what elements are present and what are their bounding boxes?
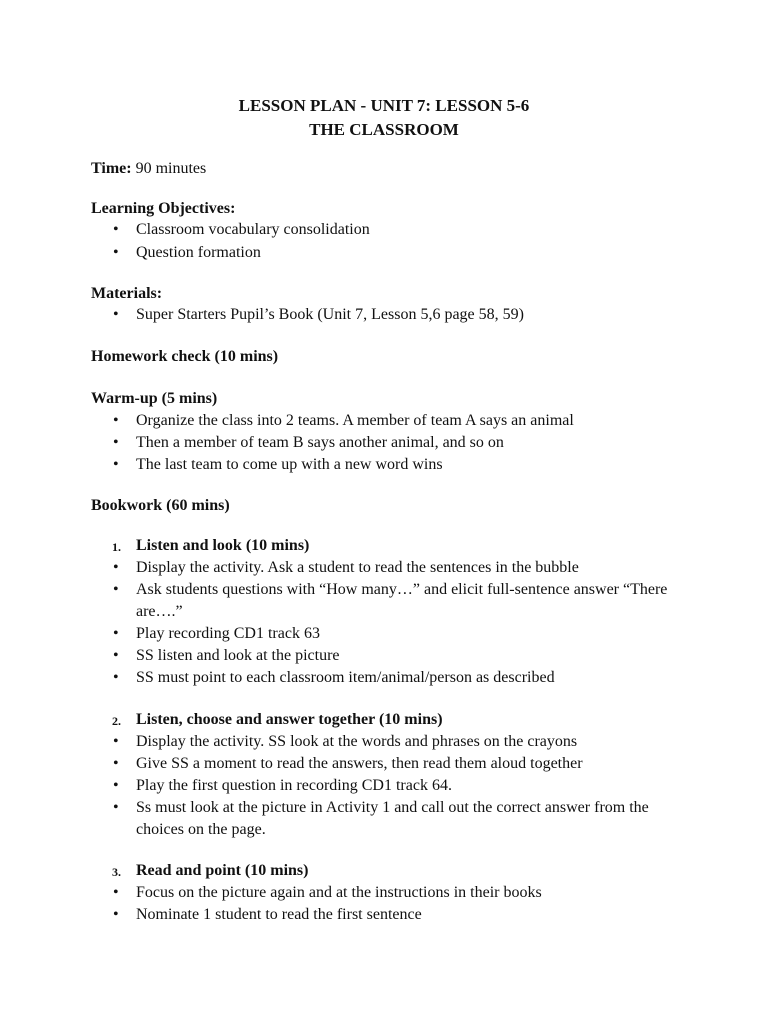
section-number: 2. bbox=[112, 714, 121, 728]
time-line bbox=[91, 159, 206, 179]
section-title: Read and point (10 mins) bbox=[136, 862, 309, 879]
bullet-icon: • bbox=[113, 906, 119, 923]
material-item: Super Starters Pupil’s Book (Unit 7, Lesson 5,6 page 58, 59) bbox=[136, 306, 524, 323]
objective-item: Question formation bbox=[136, 244, 261, 261]
document-title-line-2: THE CLASSROOM bbox=[309, 120, 459, 139]
warmup-item: The last team to come up with a new word wins bbox=[136, 456, 443, 473]
bullet-icon: • bbox=[113, 884, 119, 901]
homework-heading: Homework check (10 mins) bbox=[91, 348, 279, 365]
bullet-icon: • bbox=[113, 306, 119, 323]
bullet-icon: • bbox=[113, 412, 119, 429]
section-item: Display the activity. Ask a student to read the sentences in the bubble bbox=[136, 559, 579, 576]
section-item: SS must point to each classroom item/animal/person as described bbox=[136, 669, 555, 686]
objective-item: Classroom vocabulary consolidation bbox=[136, 221, 370, 238]
section-item: Give SS a moment to read the answers, then read them aloud together bbox=[136, 755, 583, 772]
section-item: Ss must look at the picture in Activity 1 and call out the correct answer from the choices on the page. bbox=[136, 799, 649, 838]
bullet-icon: • bbox=[113, 559, 119, 576]
section-title: Listen, choose and answer together (10 mins) bbox=[136, 711, 443, 728]
section-item: Nominate 1 student to read the first sentence bbox=[136, 906, 422, 923]
document-title-line-1: LESSON PLAN - UNIT 7: LESSON 5-6 bbox=[238, 96, 530, 115]
materials-heading: Materials: bbox=[91, 285, 163, 302]
bullet-icon: • bbox=[113, 625, 119, 642]
bullet-icon: • bbox=[113, 456, 119, 473]
bookwork-heading: Bookwork (60 mins) bbox=[91, 497, 230, 514]
time-label: Time: bbox=[91, 160, 132, 177]
bullet-icon: • bbox=[113, 755, 119, 772]
section-item: Ask students questions with “How many…” and elicit full-sentence answer “There are….” bbox=[136, 581, 668, 620]
bullet-icon: • bbox=[113, 799, 119, 816]
bullet-icon: • bbox=[113, 733, 119, 750]
section-item: Focus on the picture again and at the instructions in their books bbox=[136, 884, 542, 901]
bullet-icon: • bbox=[113, 434, 119, 451]
section-number: 3. bbox=[112, 865, 121, 879]
warmup-heading: Warm-up (5 mins) bbox=[91, 390, 218, 407]
warmup-item: Organize the class into 2 teams. A member of team A says an animal bbox=[136, 412, 574, 429]
section-item: SS listen and look at the picture bbox=[136, 647, 340, 664]
bullet-icon: • bbox=[113, 581, 119, 598]
objectives-heading: Learning Objectives: bbox=[91, 200, 236, 217]
section-number: 1. bbox=[112, 540, 121, 554]
bullet-icon: • bbox=[113, 244, 119, 261]
section-item: Play the first question in recording CD1 track 64. bbox=[136, 777, 452, 794]
time-value: 90 minutes bbox=[131, 160, 207, 177]
section-item: Play recording CD1 track 63 bbox=[136, 625, 320, 642]
section-item: Display the activity. SS look at the words and phrases on the crayons bbox=[136, 733, 578, 750]
bullet-icon: • bbox=[113, 221, 119, 238]
warmup-item: Then a member of team B says another animal, and so on bbox=[136, 434, 504, 451]
bullet-icon: • bbox=[113, 777, 119, 794]
bullet-icon: • bbox=[113, 669, 119, 686]
bullet-icon: • bbox=[113, 647, 119, 664]
section-title: Listen and look (10 mins) bbox=[136, 537, 310, 554]
